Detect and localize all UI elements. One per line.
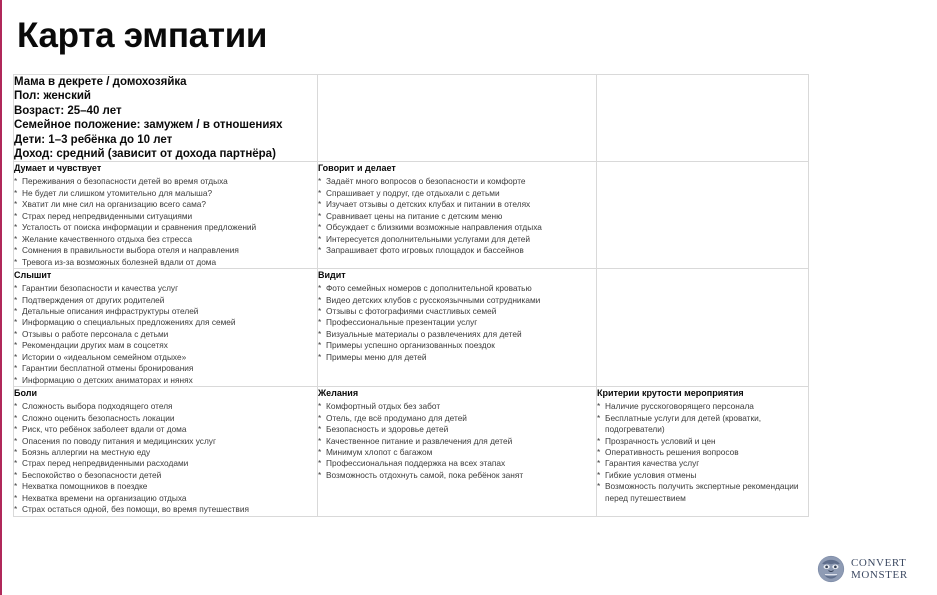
quadrant-list (318, 176, 596, 256)
bullet-marker: * (318, 401, 322, 412)
thinks-says-row-empty-cell (597, 162, 809, 269)
list-item: * Желание качественного отдыха без стресса (14, 233, 193, 244)
list-item: * Безопасность и здоровье детей (318, 424, 449, 435)
persona-line-age: Возраст: 25–40 лет (14, 104, 122, 117)
list-item: * Истории о «идеальном семейном отдыхе» (14, 351, 187, 362)
bullet-marker: * (318, 245, 322, 256)
bullet-marker: * (14, 363, 18, 374)
persona-line-marital: Семейное положение: замужем / в отношениях (14, 119, 283, 132)
bullet-marker: * (14, 374, 18, 385)
list-item: * Гибкие условия отмены (597, 469, 697, 480)
bullet-marker: * (14, 233, 18, 244)
list-item: * Гарантии бесплатной отмены бронирования (14, 363, 194, 374)
quadrant-title: Критерии крутости мероприятия (597, 388, 744, 399)
list-item: * Отзывы о работе персонала с детьми (14, 328, 169, 339)
persona-line-income: Доход: средний (зависит от дохода партнёра) (14, 148, 276, 161)
list-item: * Опасения по поводу питания и медицинских услуг (14, 435, 216, 446)
list-item: * Возможность отдохнуть самой, пока ребёнок занят (318, 469, 524, 480)
quadrant-title: Желания (318, 388, 359, 399)
list-item: * Бесплатные услуги для детей (кроватки, подогреватели) (597, 412, 762, 435)
bullet-marker: * (318, 340, 322, 351)
bullet-marker: * (318, 233, 322, 244)
list-item: * Не будет ли слишком утомительно для малыша? (14, 187, 213, 198)
list-item: * Риск, что ребёнок заболеет вдали от дома (14, 424, 187, 435)
bullet-marker: * (14, 435, 18, 446)
bullet-marker: * (318, 317, 322, 328)
bullet-marker: * (14, 222, 18, 233)
bullet-marker: * (14, 305, 18, 316)
list-item: * Переживания о безопасности детей во время отдыха (14, 176, 228, 187)
bullet-marker: * (318, 458, 322, 469)
list-item: * Отзывы с фотографиями счастливых семей (318, 305, 497, 316)
quadrant-pains (14, 387, 318, 517)
bullet-marker: * (14, 340, 18, 351)
quadrant-sees (318, 269, 597, 387)
bullet-marker: * (14, 412, 18, 423)
quadrant-title: Слышит (14, 270, 52, 281)
list-item: * Комфортный отдых без забот (318, 401, 441, 412)
table-row-hears-sees (14, 269, 809, 387)
table-row-persona (14, 75, 809, 162)
quadrant-list (318, 401, 596, 481)
bullet-marker: * (318, 294, 322, 305)
quadrant-says-and-does (318, 162, 597, 269)
list-item: * Детальные описания инфраструктуры отелей (14, 305, 199, 316)
list-item: * Профессиональные презентации услуг (318, 317, 478, 328)
list-item: * Подтверждения от других родителей (14, 294, 165, 305)
bullet-marker: * (318, 199, 322, 210)
quadrant-list (14, 401, 317, 516)
list-item: * Наличие русскоговорящего персонала (597, 401, 754, 412)
persona-cell (14, 75, 318, 162)
bullet-marker: * (14, 351, 18, 362)
list-item: * Хватит ли мне сил на организацию всего сама? (14, 199, 207, 210)
bullet-marker: * (597, 401, 601, 412)
quadrant-title: Видит (318, 270, 346, 281)
hears-sees-row-empty-cell (597, 269, 809, 387)
bullet-marker: * (14, 328, 18, 339)
bullet-marker: * (318, 424, 322, 435)
persona-line-gender: Пол: женский (14, 90, 91, 103)
bullet-marker: * (14, 317, 18, 328)
list-item: * Возможность получить экспертные рекомендации перед путешествием (597, 481, 799, 503)
bullet-marker: * (14, 401, 18, 412)
bullet-marker: * (597, 446, 601, 457)
list-item: * Сомнения в правильности выбора отеля и направления (14, 245, 239, 256)
bullet-marker: * (597, 458, 601, 469)
bullet-marker: * (14, 446, 18, 457)
bullet-marker: * (597, 412, 601, 423)
bullet-marker: * (14, 187, 18, 198)
bullet-marker: * (14, 176, 18, 187)
list-item: * Страх перед непредвиденными расходами (14, 458, 189, 469)
persona-row-empty-cell-2 (318, 75, 597, 162)
bullet-marker: * (318, 187, 322, 198)
list-item: * Гарантия качества услуг (597, 458, 700, 469)
list-item: * Минимум хлопот с багажом (318, 446, 433, 457)
list-item: * Спрашивает у подруг, где отдыхали с детьми (318, 187, 500, 198)
list-item: * Тревога из-за возможных болезней вдали от дома (14, 256, 217, 267)
bullet-marker: * (318, 469, 322, 480)
list-item: * Нехватка помощников в поездке (14, 481, 148, 492)
quadrant-title: Говорит и делает (318, 163, 396, 174)
bullet-marker: * (14, 283, 18, 294)
quadrant-wishes (318, 387, 597, 517)
bullet-marker: * (14, 469, 18, 480)
list-item: * Сравнивает цены на питание с детским меню (318, 210, 503, 221)
list-item: * Задаёт много вопросов о безопасности и комфорте (318, 176, 526, 187)
list-item: * Оперативность решения вопросов (597, 446, 739, 457)
logo-wordmark (851, 557, 908, 581)
quadrant-thinks-and-feels (14, 162, 318, 269)
quadrant-title: Думает и чувствует (14, 163, 102, 174)
persona-line-role: Мама в декрете / домохозяйка (14, 76, 187, 88)
list-item: * Гарантии безопасности и качества услуг (14, 283, 179, 294)
quadrant-hears (14, 269, 318, 387)
bullet-marker: * (14, 294, 18, 305)
bullet-marker: * (14, 504, 18, 515)
persona-line-children: Дети: 1–3 ребёнка до 10 лет (14, 133, 173, 146)
list-item: * Качественное питание и развлечения для детей (318, 435, 513, 446)
quadrant-event-coolness-criteria (597, 387, 809, 517)
logo-line-1: CONVERT (851, 557, 907, 569)
list-item: * Сложность выбора подходящего отеля (14, 401, 173, 412)
bullet-marker: * (14, 458, 18, 469)
list-item: * Запрашивает фото игровых площадок и бассейнов (318, 245, 524, 256)
list-item: * Нехватка времени на организацию отдыха (14, 492, 187, 503)
list-item: * Информацию о специальных предложениях для семей (14, 317, 236, 328)
list-item: * Примеры успешно организованных поездок (318, 340, 495, 351)
page-title: Карта эмпатии (17, 16, 268, 55)
bullet-marker: * (14, 210, 18, 221)
list-item: * Профессиональная поддержка на всех этапах (318, 458, 506, 469)
list-item: * Страх остаться одной, без помощи, во время путешествия (14, 504, 249, 515)
quadrant-list (597, 401, 808, 504)
list-item: * Сложно оценить безопасность локации (14, 412, 175, 423)
bullet-marker: * (318, 210, 322, 221)
bullet-marker: * (14, 199, 18, 210)
bullet-marker: * (318, 412, 322, 423)
list-item: * Информацию о детских аниматорах и нянях (14, 374, 193, 385)
persona-row-empty-cell-3 (597, 75, 809, 162)
list-item: * Отель, где всё продумано для детей (318, 412, 467, 423)
list-item: * Изучает отзывы о детских клубах и питании в отелях (318, 199, 531, 210)
bullet-marker: * (14, 245, 18, 256)
list-item: * Усталость от поиска информации и сравнения предложений (14, 222, 257, 233)
bullet-marker: * (318, 446, 322, 457)
bullet-marker: * (318, 305, 322, 316)
bullet-marker: * (14, 481, 18, 492)
bullet-marker: * (14, 492, 18, 503)
bullet-marker: * (597, 481, 601, 492)
list-item: * Рекомендации других мам в соцсетях (14, 340, 168, 351)
bullet-marker: * (597, 469, 601, 480)
quadrant-list (318, 283, 596, 363)
list-item: * Интересуется дополнительными услугами для детей (318, 233, 531, 244)
convert-monster-logo (817, 555, 908, 583)
logo-line-2: MONSTER (851, 569, 908, 581)
table-row-thinks-says (14, 162, 809, 269)
list-item: * Визуальные материалы о развлечениях для детей (318, 328, 522, 339)
quadrant-list (14, 176, 317, 268)
bullet-marker: * (318, 283, 322, 294)
bullet-marker: * (318, 351, 322, 362)
list-item: * Примеры меню для детей (318, 351, 427, 362)
bullet-marker: * (597, 435, 601, 446)
bullet-marker: * (14, 256, 18, 267)
list-item: * Прозрачность условий и цен (597, 435, 716, 446)
bullet-marker: * (318, 435, 322, 446)
list-item: * Страх перед непредвиденными ситуациями (14, 210, 193, 221)
list-item: * Боязнь аллергии на местную еду (14, 446, 151, 457)
empathy-map-table (13, 74, 809, 517)
list-item: * Беспокойство о безопасности детей (14, 469, 162, 480)
bullet-marker: * (318, 328, 322, 339)
table-row-pains-wishes-criteria (14, 387, 809, 517)
list-item: * Видео детских клубов с русскоязычными сотрудниками (318, 294, 541, 305)
quadrant-list (14, 283, 317, 386)
quadrant-title: Боли (14, 388, 37, 399)
list-item: * Обсуждает с близкими возможные направления отдыха (318, 222, 542, 233)
bullet-marker: * (14, 424, 18, 435)
bullet-marker: * (318, 176, 322, 187)
list-item: * Фото семейных номеров с дополнительной кроватью (318, 283, 532, 294)
bullet-marker: * (318, 222, 322, 233)
monster-face-icon (817, 555, 845, 583)
